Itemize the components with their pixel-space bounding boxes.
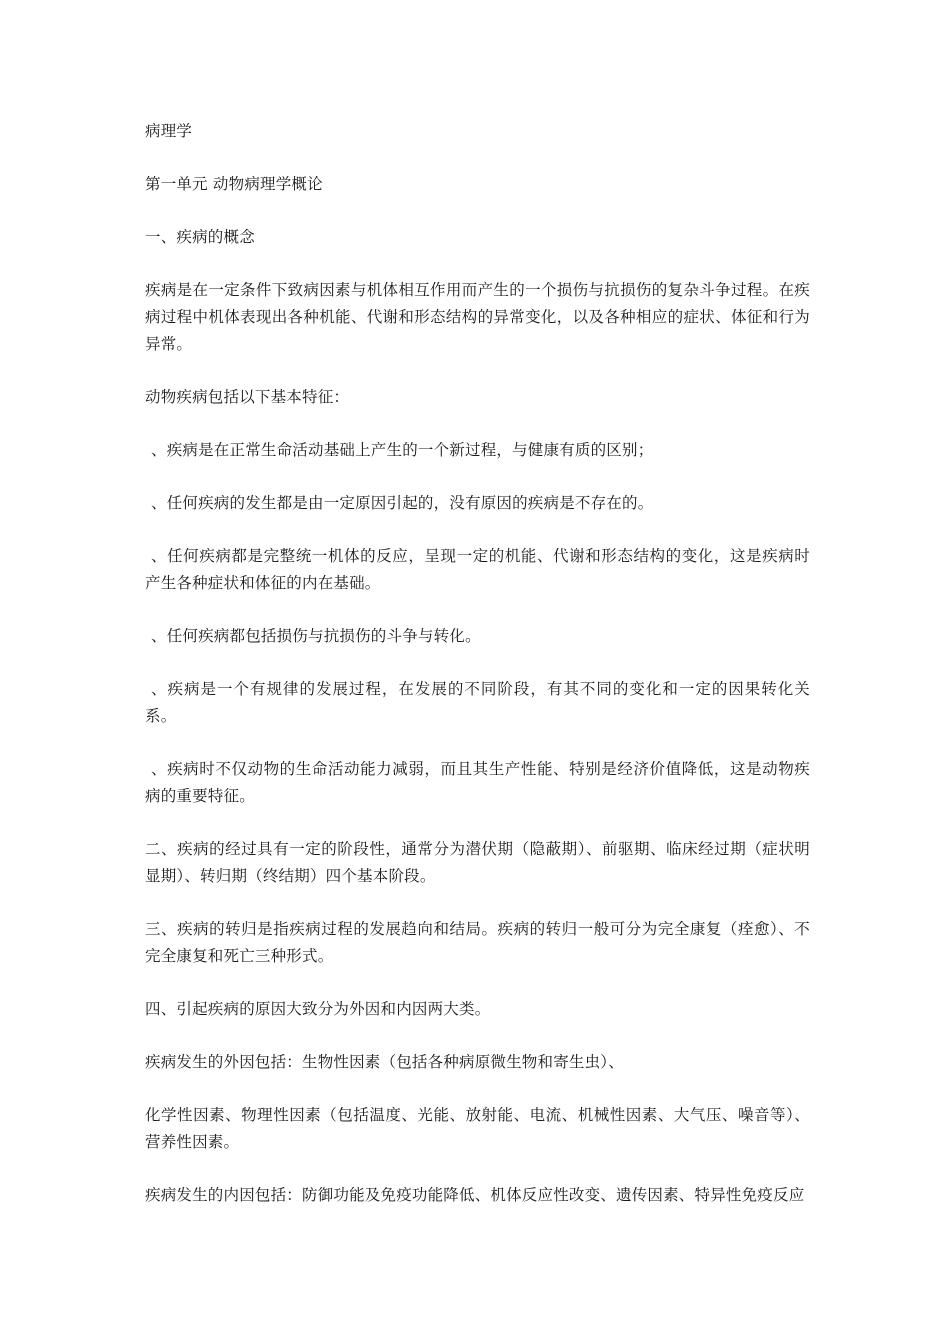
paragraph-causes: 四、引起疾病的原因大致分为外因和内因两大类。 (145, 1000, 491, 1018)
list-item-feature-3: 、任何疾病都是完整统一机体的反应，呈现一定的机能、代谢和形态结构的变化，这是疾病时产生各种症状和体征的内在基础。 (145, 547, 810, 592)
paragraph-external-causes: 疾病发生的外因包括：生物性因素（包括各种病原微生物和寄生虫）、 (145, 1053, 624, 1071)
paragraph-internal-causes: 疾病发生的内因包括：防御功能及免疫功能降低、机体反应性改变、遗传因素、特异性免疫反应 (145, 1186, 805, 1204)
paragraph-features-intro: 动物疾病包括以下基本特征： (145, 388, 350, 406)
unit-title: 第一单元 动物病理学概论 (145, 175, 323, 193)
list-item-feature-5: 、疾病是一个有规律的发展过程，在发展的不同阶段，有其不同的变化和一定的因果转化关系。 (145, 680, 810, 725)
section-heading-concept: 一、疾病的概念 (145, 228, 255, 246)
document-title: 病理学 (145, 122, 193, 140)
list-item-feature-1: 、疾病是在正常生命活动基础上产生的一个新过程，与健康有质的区别； (151, 441, 654, 459)
paragraph-external-causes-cont: 化学性因素、物理性因素（包括温度、光能、放射能、电流、机械性因素、大气压、噪音等）、营养性因素。 (145, 1106, 810, 1151)
paragraph-definition: 疾病是在一定条件下致病因素与机体相互作用而产生的一个损伤与抗损伤的复杂斗争过程。在疾病过程中机体表现出各种机能、代谢和形态结构的异常变化，以及各种相应的症状、体征和行为异常。 (145, 281, 810, 353)
list-item-feature-4: 、任何疾病都包括损伤与抗损伤的斗争与转化。 (151, 627, 481, 645)
list-item-feature-2: 、任何疾病的发生都是由一定原因引起的，没有原因的疾病是不存在的。 (151, 494, 654, 512)
list-item-feature-6: 、疾病时不仅动物的生命活动能力减弱，而且其生产性能、特别是经济价值降低，这是动物疾病的重要特征。 (145, 760, 810, 805)
paragraph-stages: 二、疾病的经过具有一定的阶段性，通常分为潜伏期（隐蔽期）、前驱期、临床经过期（症状明显期）、转归期（终结期）四个基本阶段。 (145, 840, 810, 885)
paragraph-outcome: 三、疾病的转归是指疾病过程的发展趋向和结局。疾病的转归一般可分为完全康复（痊愈）、不完全康复和死亡三种形式。 (145, 920, 810, 965)
document-body (145, 118, 810, 1235)
